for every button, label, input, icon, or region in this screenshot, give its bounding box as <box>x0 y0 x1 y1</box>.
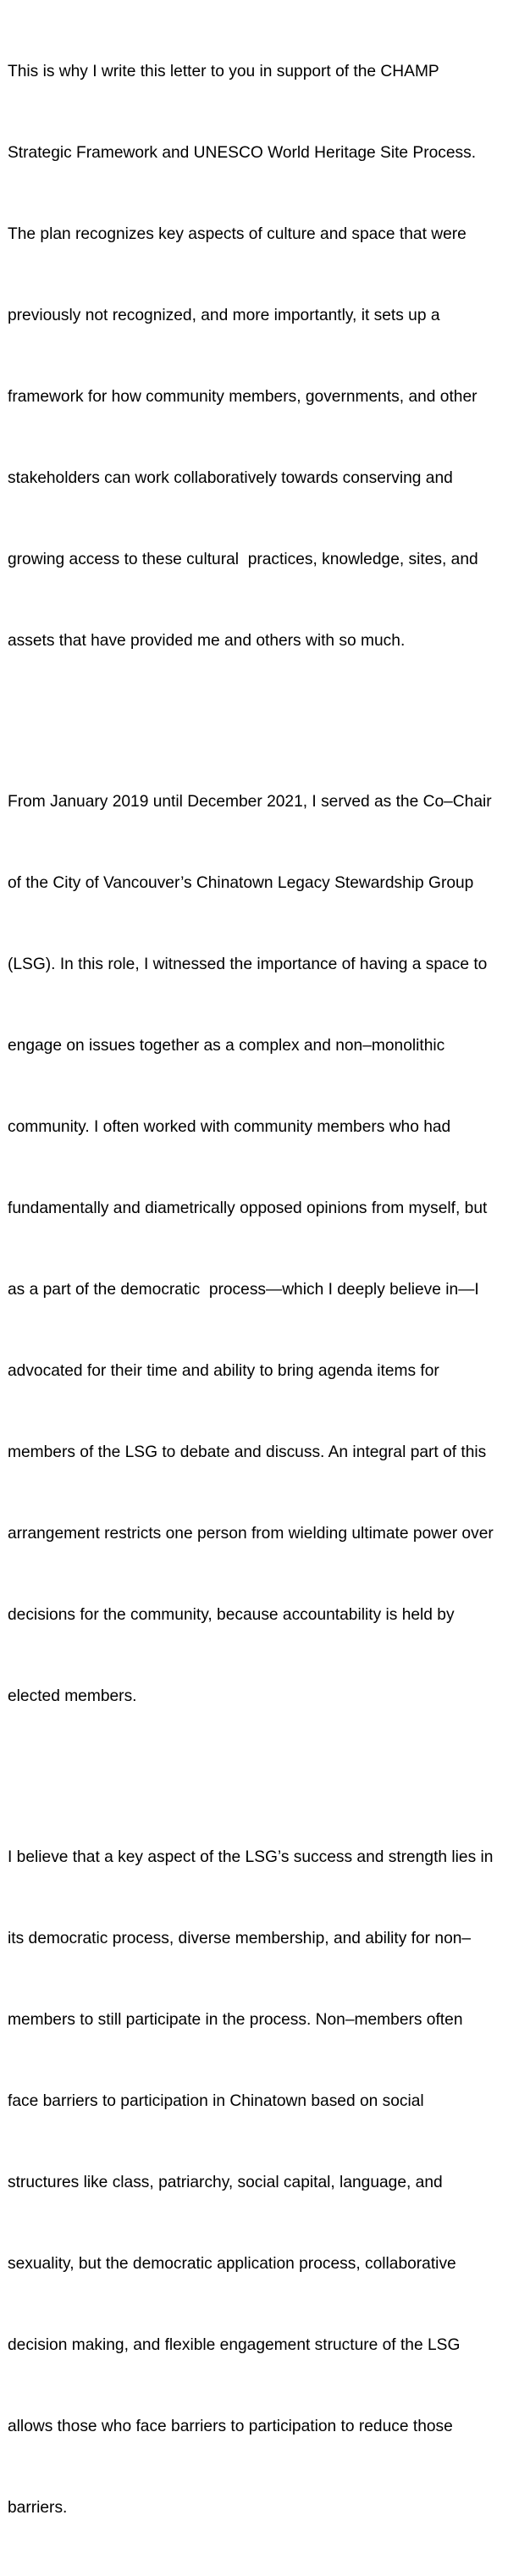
text-line: sexuality, but the democratic application process, collaborative <box>8 2255 456 2273</box>
text-line: engage on issues together as a complex and non–monolithic <box>8 1037 445 1055</box>
text-line: stakeholders can work collaboratively towards conserving and <box>8 469 453 487</box>
text-line: (LSG). In this role, I witnessed the importance of having a space to <box>8 956 488 973</box>
text-line: assets that have provided me and others with so much. <box>8 632 406 650</box>
text-line: barriers. <box>8 2499 68 2517</box>
text-line: Strategic Framework and UNESCO World Heritage Site Process. <box>8 144 477 162</box>
text-line: fundamentally and diametrically opposed opinions from myself, but <box>8 1199 488 1217</box>
paragraph-spacer <box>8 1764 530 1790</box>
text-line: face barriers to participation in Chinatown based on social <box>8 2092 424 2110</box>
text-line: arrangement restricts one person from wielding ultimate power over <box>8 1525 494 1543</box>
text-line: members to still participate in the process. Non–members often <box>8 2011 463 2029</box>
paragraph-spacer <box>8 709 530 734</box>
paragraph-champ-support <box>8 4 530 709</box>
text-line: structures like class, patriarchy, social capital, language, and <box>8 2174 443 2191</box>
text-line: previously not recognized, and more importantly, it sets up a <box>8 307 440 324</box>
text-line: advocated for their time and ability to bring agenda items for <box>8 1362 439 1380</box>
text-line: This is why I write this letter to you in support of the CHAMP <box>8 63 439 80</box>
paragraph-lsg-cochair <box>8 734 530 1764</box>
text-line: members of the LSG to debate and discuss. An integral part of this <box>8 1443 487 1461</box>
text-line: framework for how community members, governments, and other <box>8 388 478 406</box>
text-line: as a part of the democratic process—which I deeply believe in—I <box>8 1281 479 1299</box>
text-line: elected members. <box>8 1687 137 1705</box>
text-line: decision making, and flexible engagement structure of the LSG <box>8 2336 461 2354</box>
text-line: decisions for the community, because accountability is held by <box>8 1606 455 1624</box>
text-line: of the City of Vancouver’s Chinatown Legacy Stewardship Group <box>8 874 474 892</box>
text-line: The plan recognizes key aspects of culture and space that were <box>8 225 467 243</box>
text-line: From January 2019 until December 2021, I served as the Co–Chair <box>8 793 492 811</box>
text-line: growing access to these cultural practices, knowledge, sites, and <box>8 551 478 568</box>
paragraph-lsg-success <box>8 1790 530 2576</box>
text-line: allows those who face barriers to participation to reduce those <box>8 2418 453 2435</box>
text-line: community. I often worked with community members who had <box>8 1118 451 1136</box>
text-line: its democratic process, diverse membership, and ability for non– <box>8 1930 472 1947</box>
text-line: I believe that a key aspect of the LSG’s success and strength lies in <box>8 1848 494 1866</box>
